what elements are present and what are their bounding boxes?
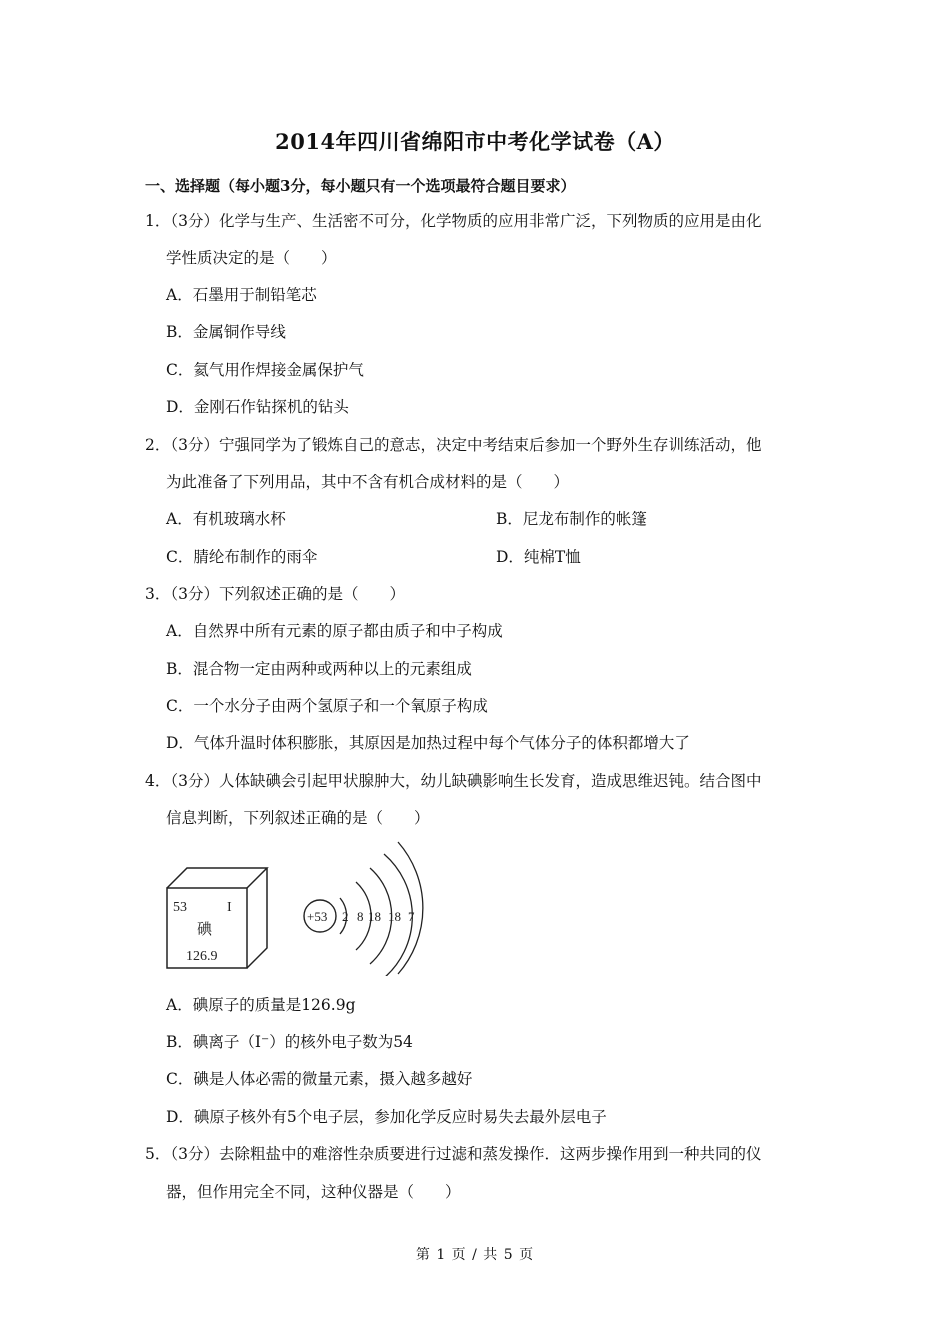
question-4-option-b: B．碘离子（I⁻）的核外电子数为54 <box>166 1033 413 1051</box>
question-1-option-c: C．氦气用作焊接金属保护气 <box>166 361 364 379</box>
section-heading: 一、选择题（每小题3分，每小题只有一个选项最符合题目要求） <box>145 177 576 195</box>
atomic-mass-label: 126.9 <box>186 949 218 964</box>
question-4-option-d: D．碘原子核外有5个电子层，参加化学反应时易失去最外层电子 <box>166 1108 607 1126</box>
question-1-option-d: D．金刚石作钻探机的钻头 <box>166 398 349 416</box>
question-3-option-c: C．一个水分子由两个氢原子和一个氧原子构成 <box>166 697 488 715</box>
iodine-diagram <box>160 838 430 976</box>
question-3-stem: 3．（3分）下列叙述正确的是（ ） <box>145 585 405 603</box>
element-name-label: 碘 <box>197 920 213 938</box>
question-1-option-a: A．石墨用于制铅笔芯 <box>166 286 317 304</box>
element-symbol-label: I <box>227 900 232 915</box>
page-title: 2014年四川省绵阳市中考化学试卷（A） <box>275 129 675 154</box>
question-2-stem-cont: 为此准备了下列用品，其中不含有机合成材料的是（ ） <box>166 473 570 491</box>
nucleus-charge-label: +53 <box>307 909 328 924</box>
cube-side-face <box>247 868 267 968</box>
shell-3-count: 18 <box>368 909 381 924</box>
question-5-stem: 5．（3分）去除粗盐中的难溶性杂质要进行过滤和蒸发操作．这两步操作用到一种共同的仪 <box>145 1145 762 1163</box>
question-5-stem-cont: 器，但作用完全不同，这种仪器是（ ） <box>166 1183 461 1201</box>
atomic-number-label: 53 <box>173 900 187 915</box>
shell-1-count: 2 <box>342 909 349 924</box>
question-2-option-c: C．腈纶布制作的雨伞 <box>166 548 318 566</box>
shell-2-count: 8 <box>357 909 364 924</box>
shell-arc-5 <box>398 842 423 974</box>
question-3-option-a: A．自然界中所有元素的原子都由质子和中子构成 <box>166 622 503 640</box>
question-1-stem-cont: 学性质决定的是（ ） <box>166 249 337 267</box>
shell-5-count: 7 <box>408 909 415 924</box>
question-4-option-c: C．碘是人体必需的微量元素，摄入越多越好 <box>166 1070 473 1088</box>
question-2-option-b: B．尼龙布制作的帐篷 <box>496 510 647 528</box>
question-2-option-a: A．有机玻璃水杯 <box>166 510 286 528</box>
question-4-option-a: A．碘原子的质量是126.9g <box>166 996 356 1014</box>
question-3-option-d: D．气体升温时体积膨胀，其原因是加热过程中每个气体分子的体积都增大了 <box>166 734 690 752</box>
question-4-stem-cont: 信息判断，下列叙述正确的是（ ） <box>166 809 430 827</box>
question-1-stem: 1．（3分）化学与生产、生活密不可分，化学物质的应用非常广泛，下列物质的应用是由化 <box>145 212 762 230</box>
cube-top-face <box>167 868 267 888</box>
question-1-option-b: B．金属铜作导线 <box>166 323 286 341</box>
shell-4-count: 18 <box>388 909 401 924</box>
question-2-stem: 2．（3分）宁强同学为了锻炼自己的意志，决定中考结束后参加一个野外生存训练活动，他 <box>145 436 762 454</box>
iodine-figure <box>160 838 430 976</box>
question-2-option-d: D．纯棉T恤 <box>496 548 581 566</box>
question-4-stem: 4．（3分）人体缺碘会引起甲状腺肿大，幼儿缺碘影响生长发育，造成思维迟钝。结合图中 <box>145 772 762 790</box>
question-3-option-b: B．混合物一定由两种或两种以上的元素组成 <box>166 660 472 678</box>
page-footer: 第 1 页 / 共 5 页 <box>415 1247 535 1263</box>
